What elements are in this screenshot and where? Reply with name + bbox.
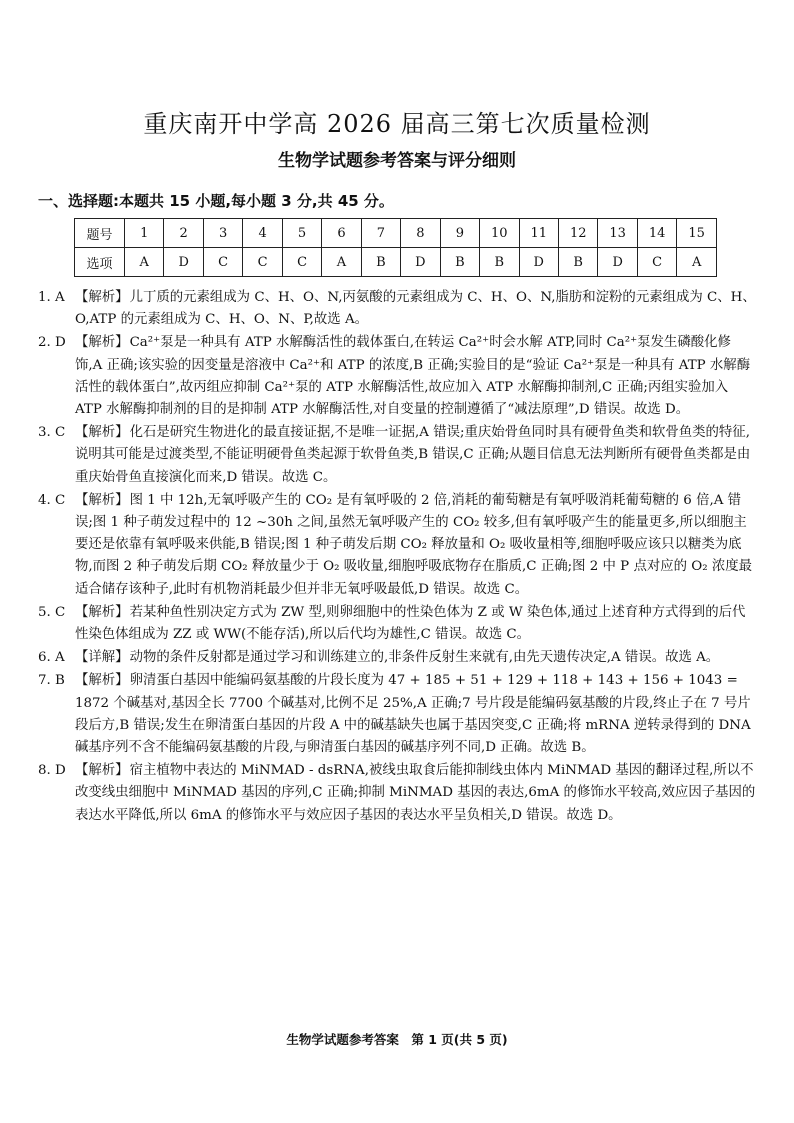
question-number-row <box>75 219 717 248</box>
answer-table <box>74 218 717 277</box>
question-number-cell: 2 <box>164 219 203 248</box>
explanation-item <box>38 602 756 646</box>
question-number-cell: 10 <box>480 219 519 248</box>
explanation-item <box>38 287 756 331</box>
item-number: 1. A <box>38 290 65 305</box>
item-number: 5. C <box>38 604 66 620</box>
item-number: 6. A <box>38 650 65 666</box>
question-number-cell: 8 <box>401 219 440 248</box>
item-text: 化石是研究生物进化的最直接证据,不是唯一证据,A 错误;重庆始骨鱼同时具有硬骨鱼类和软骨鱼类的特征,说明其可能是过渡类型,不能证明硬骨鱼类起源于软骨鱼类,B 错误,C 正确;从题目信息无法判断所有硬骨鱼类都是由重庆始骨鱼直接演化而来,D 错误。故选 C。 <box>75 425 751 485</box>
explanation-item <box>38 332 756 421</box>
item-text: 宿主植物中表达的 MiNMAD - dsRNA,被线虫取食后能抑制线虫体内 MiNMAD 基因的翻译过程,所以不改变线虫细胞中 MiNMAD 基因的序列,C 正确;抑制 MiNMAD 基因的表达,6mA 的修饰水平较高,效应因子基因的表达水平降低,所以 6mA 的修饰水平与效应因子基因的表达水平呈负相关,D 错误。故选 D。 <box>75 763 756 823</box>
item-text: 儿丁质的元素组成为 C、H、O、N,丙氨酸的元素组成为 C、H、O、N,脂肪和淀粉的元素组成为 C、H、O,ATP 的元素组成为 C、H、O、N、P,故选 A。 <box>75 290 756 328</box>
answer-option-cell: B <box>361 248 400 277</box>
answer-option-cell: B <box>480 248 519 277</box>
item-tag: 【解析】 <box>75 673 129 689</box>
question-number-cell: 14 <box>637 219 676 248</box>
section-heading: 一、选择题:本题共 15 小题,每小题 3 分,共 45 分。 <box>38 192 394 210</box>
answer-option-cell: A <box>322 248 361 277</box>
item-text: 卵清蛋白基因中能编码氨基酸的片段长度为 47 + 185 + 51 + 129 + 118 + 143 + 156 + 1043 = 1872 个碱基对,基因全长 7700 个碱基对,比例不足 25%,A 正确;7 号片段是能编码氨基酸的片段,终止子在 7 号片段后方,B 错误;发生在卵清蛋白基因的片段 A 中的碱基缺失也属于基因突变,C 正确;将 mRNA 逆转录得到的 DNA 碱基序列不含不能编码氨基酸的片段,与卵清蛋白基因的碱基序列不同,D 正确。故选 B。 <box>75 673 751 756</box>
item-tag: 【详解】 <box>75 650 129 666</box>
explanation-item <box>38 760 756 827</box>
question-number-cell: 12 <box>558 219 597 248</box>
row-label-number: 题号 <box>75 219 125 248</box>
answer-option-cell: C <box>243 248 282 277</box>
question-number-cell: 13 <box>598 219 637 248</box>
item-tag: 【解析】 <box>75 763 129 779</box>
answer-option-cell: D <box>164 248 203 277</box>
explanation-item <box>38 490 756 601</box>
answer-option-cell: B <box>440 248 479 277</box>
explanation-item <box>38 670 756 759</box>
answer-option-cell: C <box>637 248 676 277</box>
answer-option-cell: D <box>519 248 558 277</box>
question-number-cell: 6 <box>322 219 361 248</box>
row-label-option: 选项 <box>75 248 125 277</box>
question-number-cell: 5 <box>282 219 321 248</box>
item-number: 7. B <box>38 673 65 689</box>
answer-option-cell: C <box>282 248 321 277</box>
item-tag: 【解析】 <box>75 335 129 351</box>
explanation-item <box>38 422 756 489</box>
answer-option-cell: D <box>598 248 637 277</box>
item-text: 图 1 中 12h,无氧呼吸产生的 CO₂ 是有氧呼吸的 2 倍,消耗的葡萄糖是有氧呼吸消耗葡萄糖的 6 倍,A 错误;图 1 种子萌发过程中的 12 ~30h 之间,虽然无氧呼吸产生的 CO₂ 较多,但有氧呼吸产生的能量更多,所以细胞主要还是依靠有氧呼吸来供能,B 错误;图 1 种子萌发后期 CO₂ 释放量和 O₂ 吸收量相等,细胞呼吸应该只以糖类为底物,而图 2 种子萌发后期 CO₂ 释放量少于 O₂ 吸收量,细胞呼吸底物存在脂质,C 正确;图 2 中 P 点对应的 O₂ 浓度最适合储存该种子,此时有机物消耗最少但并非无氧呼吸最低,D 错误。故选 C。 <box>75 492 753 597</box>
answer-option-cell: D <box>401 248 440 277</box>
answer-option-row <box>75 248 717 277</box>
item-text: 若某种鱼性别决定方式为 ZW 型,则卵细胞中的性染色体为 Z 或 W 染色体,通过上述育种方式得到的后代性染色体组成为 ZZ 或 WW(不能存活),所以后代均为雄性,C 错误。故选 C。 <box>75 604 746 643</box>
answer-option-cell: A <box>125 248 164 277</box>
item-number: 2. D <box>38 335 66 351</box>
item-text: 动物的条件反射都是通过学习和训练建立的,非条件反射生来就有,由先天遗传决定,A 错误。故选 A。 <box>129 650 720 666</box>
item-tag: 【解析】 <box>75 425 129 441</box>
page-subtitle: 生物学试题参考答案与评分细则 <box>278 151 516 171</box>
item-tag: 【解析】 <box>75 492 129 508</box>
item-number: 3. C <box>38 425 66 441</box>
page-footer: 生物学试题参考答案 第 1 页(共 5 页) <box>286 1032 508 1047</box>
item-number: 8. D <box>38 763 66 779</box>
question-number-cell: 7 <box>361 219 400 248</box>
answer-option-cell: C <box>203 248 242 277</box>
question-number-cell: 15 <box>677 219 717 248</box>
question-number-cell: 9 <box>440 219 479 248</box>
item-tag: 【解析】 <box>75 290 129 305</box>
answer-option-cell: A <box>677 248 717 277</box>
item-tag: 【解析】 <box>75 604 129 620</box>
question-number-cell: 1 <box>125 219 164 248</box>
item-text: Ca²⁺泵是一种具有 ATP 水解酶活性的载体蛋白,在转运 Ca²⁺时会水解 ATP,同时 Ca²⁺泵发生磷酸化修饰,A 正确;该实验的因变量是溶液中 Ca²⁺和 ATP 的浓度,B 正确;实验目的是“验证 Ca²⁺泵是一种具有 ATP 水解酶活性的载体蛋白”,故丙组应抑制 Ca²⁺泵的 ATP 水解酶活性,故应加入 ATP 水解酶抑制剂,C 正确;丙组实验加入 ATP 水解酶抑制剂的目的是抑制 ATP 水解酶活性,对自变量的控制遵循了“减法原理”,D 错误。故选 D。 <box>75 335 751 418</box>
explanation-item <box>38 647 756 669</box>
page-title: 重庆南开中学高 2026 届高三第七次质量检测 <box>143 110 651 138</box>
answer-option-cell: B <box>558 248 597 277</box>
item-number: 4. C <box>38 492 66 508</box>
question-number-cell: 11 <box>519 219 558 248</box>
explanation-list <box>38 287 756 828</box>
question-number-cell: 3 <box>203 219 242 248</box>
question-number-cell: 4 <box>243 219 282 248</box>
